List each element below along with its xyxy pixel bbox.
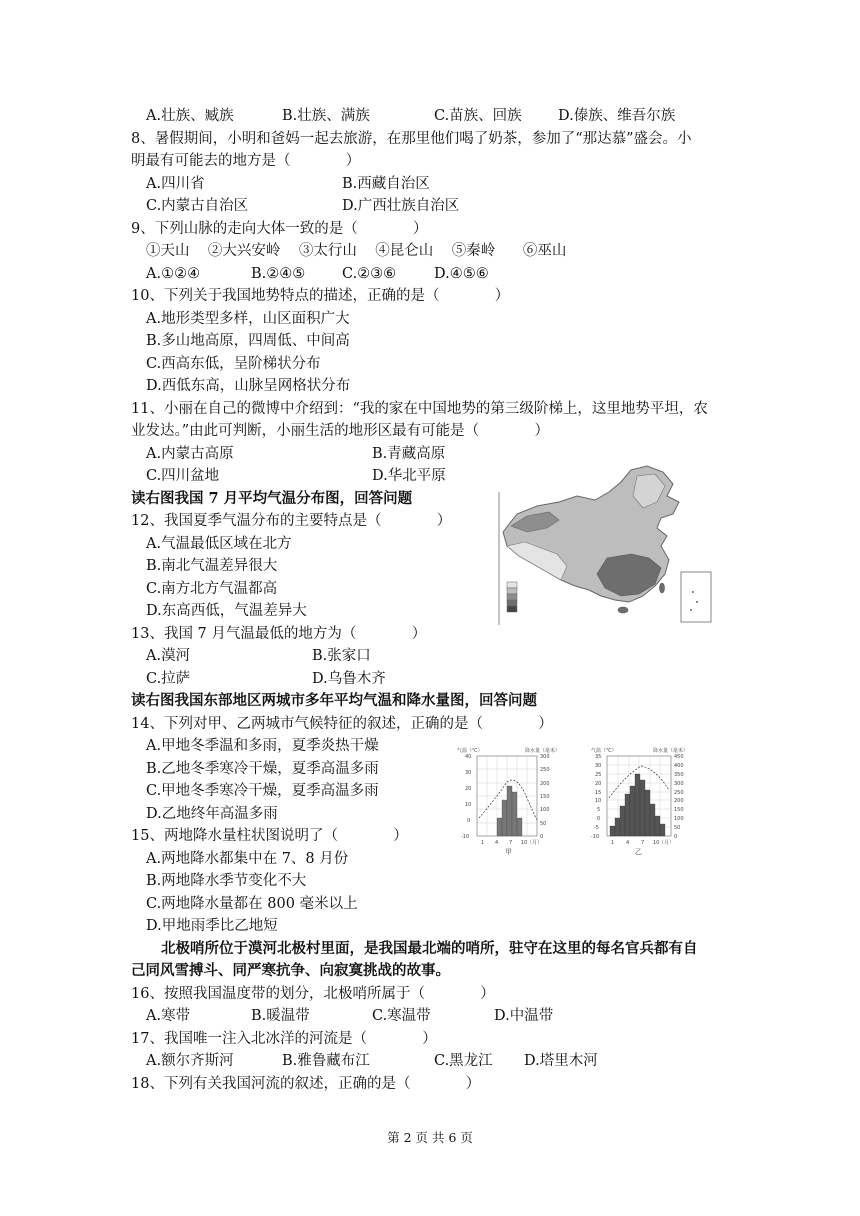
left-month-unit: （月） bbox=[527, 840, 543, 846]
left-precip-tick-3: 150 bbox=[540, 794, 550, 800]
left-precip-tick-0: 300 bbox=[540, 754, 550, 760]
q12-option-a: A.气温最低区域在北方 bbox=[146, 536, 292, 552]
q9-option-b: B.②④⑤ bbox=[251, 266, 306, 282]
q9-stem: 9、下列山脉的走向大体一致的是（ ） bbox=[131, 221, 428, 237]
right-temp-tick-6: 5 bbox=[597, 807, 601, 813]
right-temp-tick-5: 10 bbox=[595, 798, 602, 804]
section-heading-climate-charts: 读右图我国东部地区两城市多年平均气温和降水量图，回答问题 bbox=[131, 692, 537, 709]
q14-stem: 14、下列对甲、乙两城市气候特征的叙述，正确的是（ ） bbox=[131, 716, 553, 732]
q16-stem: 16、按照我国温度带的划分，北极哨所属于（ ） bbox=[131, 986, 495, 1002]
passage-line1: 北极哨所位于漠河北极村里面，是我国最北端的哨所，驻守在这里的每名官兵都有自 bbox=[161, 940, 698, 957]
climate-charts-graphic bbox=[455, 746, 695, 856]
left-precip-tick-6: 0 bbox=[540, 834, 544, 840]
right-chart-label: 乙 bbox=[635, 848, 642, 856]
right-temp-tick-0: 35 bbox=[595, 754, 602, 760]
q7-option-b: B.壮族、满族 bbox=[282, 108, 370, 124]
page-footer: 第 2 页 共 6 页 bbox=[387, 1130, 473, 1145]
right-temp-tick-1: 30 bbox=[595, 763, 602, 769]
q8-stem-line2: 明最有可能去的地方是（ ） bbox=[131, 153, 361, 169]
left-temp-tick-3: 10 bbox=[465, 802, 472, 808]
q15-option-a: A.两地降水都集中在 7、8 月份 bbox=[146, 851, 349, 867]
left-chart-label: 甲 bbox=[505, 848, 512, 856]
right-precip-tick-2: 350 bbox=[674, 772, 684, 778]
q14-option-b: B.乙地冬季寒冷干燥，夏季高温多雨 bbox=[146, 761, 379, 777]
q8-option-b: B.西藏自治区 bbox=[342, 176, 430, 192]
q11-stem-line2: 业发达。”由此可判断，小丽生活的地形区最有可能是（ ） bbox=[131, 423, 549, 439]
q13-option-b: B.张家口 bbox=[312, 648, 371, 664]
q9-option-c: C.②③⑥ bbox=[342, 266, 397, 282]
left-precip-tick-5: 50 bbox=[540, 821, 547, 827]
left-temp-tick-1: 30 bbox=[465, 770, 472, 776]
q10-stem: 10、下列关于我国地势特点的描述，正确的是（ ） bbox=[131, 288, 510, 304]
right-month-7: 7 bbox=[641, 840, 645, 846]
q12-stem: 12、我国夏季气温分布的主要特点是（ ） bbox=[131, 513, 452, 529]
left-month-4: 4 bbox=[495, 840, 499, 846]
right-temp-tick-2: 25 bbox=[595, 772, 602, 778]
right-month-4: 4 bbox=[626, 840, 630, 846]
q11-option-d: D.华北平原 bbox=[372, 468, 446, 484]
q7-option-c: C.苗族、回族 bbox=[434, 108, 522, 124]
right-precip-tick-8: 50 bbox=[674, 825, 681, 831]
q15-stem: 15、两地降水量柱状图说明了（ ） bbox=[131, 828, 408, 844]
q9-mountain-list: ①天山 ②大兴安岭 ③太行山 ④昆仑山 ⑤秦岭 ⑥巫山 bbox=[146, 243, 567, 259]
right-temp-tick-4: 15 bbox=[595, 790, 602, 796]
q11-option-c: C.四川盆地 bbox=[146, 468, 220, 484]
right-temp-tick-3: 20 bbox=[595, 781, 602, 787]
left-month-7: 7 bbox=[509, 840, 513, 846]
q10-option-a: A.地形类型多样，山区面积广大 bbox=[146, 311, 350, 327]
q9-option-d: D.④⑤⑥ bbox=[434, 266, 489, 282]
q16-option-d: D.中温带 bbox=[494, 1008, 554, 1024]
left-month-1: 1 bbox=[481, 840, 485, 846]
q17-stem: 17、我国唯一注入北冰洋的河流是（ ） bbox=[131, 1031, 437, 1047]
q13-option-a: A.漠河 bbox=[146, 648, 191, 664]
left-temp-tick-5: -10 bbox=[461, 834, 470, 840]
left-precip-tick-4: 100 bbox=[540, 807, 550, 813]
passage-line2: 己同风雪搏斗、同严寒抗争、向寂寞挑战的故事。 bbox=[131, 962, 450, 979]
right-precip-axis-label: 降水量（毫米） bbox=[653, 748, 689, 754]
climate-charts-figure bbox=[455, 746, 695, 856]
q10-option-b: B.多山地高原，四周低、中间高 bbox=[146, 333, 350, 349]
left-precip-tick-1: 250 bbox=[540, 767, 550, 773]
q16-option-b: B.暖温带 bbox=[251, 1008, 310, 1024]
left-temp-tick-2: 20 bbox=[465, 786, 472, 792]
q15-option-b: B.两地降水季节变化不大 bbox=[146, 873, 307, 889]
q17-option-d: D.塔里木河 bbox=[524, 1053, 598, 1069]
right-precip-tick-4: 250 bbox=[674, 790, 684, 796]
right-precip-tick-7: 100 bbox=[674, 816, 684, 822]
q14-option-a: A.甲地冬季温和多雨，夏季炎热干燥 bbox=[146, 738, 379, 754]
q15-option-d: D.甲地雨季比乙地短 bbox=[146, 918, 278, 934]
q11-option-a: A.内蒙古高原 bbox=[146, 446, 234, 462]
left-precip-axis-label: 降水量（毫米） bbox=[525, 748, 561, 754]
left-month-10: 10 bbox=[521, 840, 528, 846]
right-month-10: 10 bbox=[653, 840, 660, 846]
right-temp-tick-9: -10 bbox=[591, 834, 600, 840]
q18-stem: 18、下列有关我国河流的叙述，正确的是（ ） bbox=[131, 1076, 481, 1092]
left-temp-tick-0: 40 bbox=[465, 754, 472, 760]
q16-option-a: A.寒带 bbox=[146, 1008, 191, 1024]
right-temp-tick-7: 0 bbox=[597, 816, 601, 822]
left-temp-axis-label: 气温（℃） bbox=[457, 748, 483, 754]
q17-option-b: B.雅鲁藏布江 bbox=[282, 1053, 370, 1069]
china-july-temperature-map bbox=[497, 462, 715, 625]
q17-option-a: A.额尔齐斯河 bbox=[146, 1053, 234, 1069]
q8-option-a: A.四川省 bbox=[146, 176, 205, 192]
q13-option-d: D.乌鲁木齐 bbox=[312, 671, 386, 687]
q13-stem: 13、我国 7 月气温最低的地方为（ ） bbox=[131, 626, 427, 642]
right-temp-tick-8: -5 bbox=[594, 825, 599, 831]
right-month-unit: （月） bbox=[659, 840, 675, 846]
right-precip-tick-9: 0 bbox=[674, 834, 678, 840]
right-temp-axis-label: 气温（℃） bbox=[591, 748, 617, 754]
q13-option-c: C.拉萨 bbox=[146, 671, 191, 687]
q10-option-d: D.西低东高，山脉呈网格状分布 bbox=[146, 378, 351, 394]
q11-stem-line1: 11、小丽在自己的微博中介绍到：“我的家在中国地势的第三级阶梯上，这里地势平坦，农 bbox=[131, 401, 708, 417]
section-heading-temperature-map: 读右图我国 7 月平均气温分布图，回答问题 bbox=[131, 490, 413, 507]
map-graphic bbox=[497, 462, 715, 625]
q8-stem-line1: 8、暑假期间，小明和爸妈一起去旅游，在那里他们喝了奶茶，参加了“那达慕”盛会。小 bbox=[131, 131, 692, 147]
right-precip-tick-6: 150 bbox=[674, 807, 684, 813]
right-precip-tick-0: 450 bbox=[674, 754, 684, 760]
q12-option-b: B.南北气温差异很大 bbox=[146, 558, 278, 574]
q11-option-b: B.青藏高原 bbox=[372, 446, 446, 462]
right-precip-tick-1: 400 bbox=[674, 763, 684, 769]
q12-option-c: C.南方北方气温都高 bbox=[146, 581, 278, 597]
right-precip-tick-3: 300 bbox=[674, 781, 684, 787]
q14-option-c: C.甲地冬季寒冷干燥，夏季高温多雨 bbox=[146, 783, 379, 799]
left-precip-tick-2: 200 bbox=[540, 781, 550, 787]
q10-option-c: C.西高东低，呈阶梯状分布 bbox=[146, 356, 321, 372]
q16-option-c: C.寒温带 bbox=[372, 1008, 431, 1024]
right-month-1: 1 bbox=[611, 840, 615, 846]
q8-option-c: C.内蒙古自治区 bbox=[146, 198, 249, 214]
q9-option-a: A.①②④ bbox=[146, 266, 201, 282]
q15-option-c: C.两地降水量都在 800 毫米以上 bbox=[146, 896, 358, 912]
q12-option-d: D.东高西低，气温差异大 bbox=[146, 603, 307, 619]
q17-option-c: C.黑龙江 bbox=[434, 1053, 493, 1069]
q8-option-d: D.广西壮族自治区 bbox=[342, 198, 460, 214]
q14-option-d: D.乙地终年高温多雨 bbox=[146, 806, 278, 822]
left-temp-tick-4: 0 bbox=[467, 818, 471, 824]
right-precip-tick-5: 200 bbox=[674, 798, 684, 804]
q7-option-a: A.壮族、臧族 bbox=[146, 108, 234, 124]
q7-option-d: D.傣族、维吾尔族 bbox=[558, 108, 676, 124]
